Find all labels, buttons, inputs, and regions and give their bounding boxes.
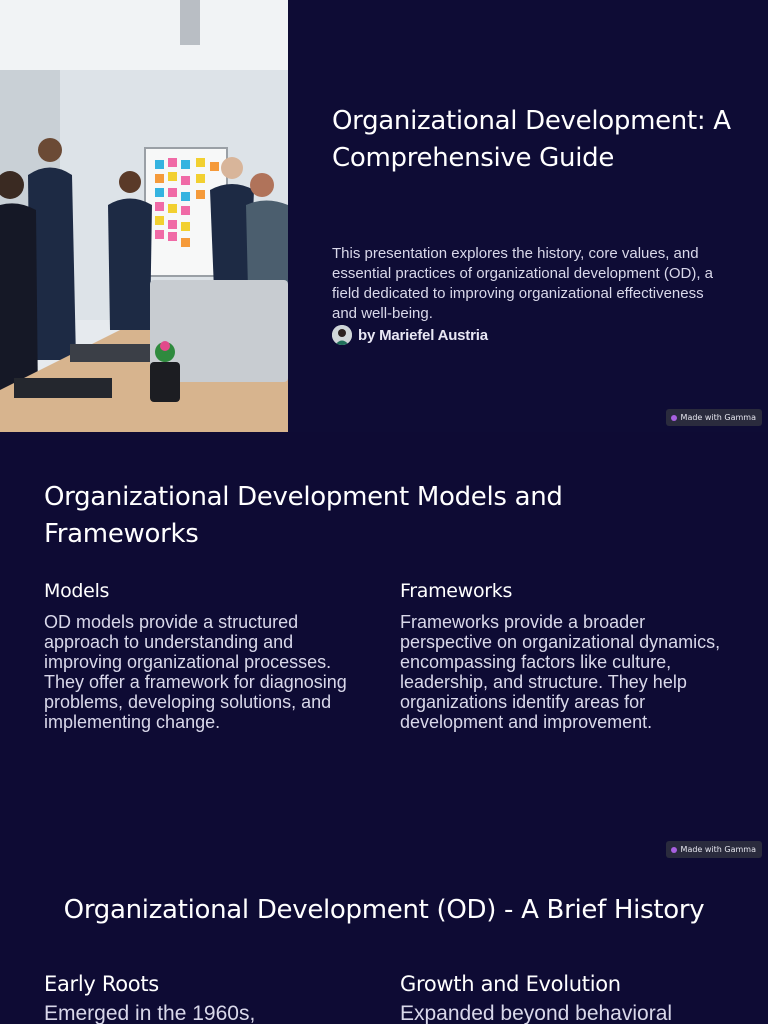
column-body: Emerged in the 1960s,	[44, 1002, 256, 1024]
badge-label: Made with Gamma	[680, 845, 756, 854]
column-heading: Growth and Evolution	[400, 972, 621, 996]
made-with-gamma-badge[interactable]	[666, 841, 762, 858]
column-heading: Models	[44, 580, 110, 602]
made-with-gamma-badge[interactable]	[666, 409, 762, 426]
team-meeting-photo	[0, 0, 288, 432]
early-roots-column	[44, 972, 374, 1024]
growth-evolution-column	[400, 972, 730, 1024]
history-slide	[0, 864, 768, 1024]
column-body: Expanded beyond behavioral	[400, 1002, 673, 1024]
column-body: Frameworks provide a broader perspective on organizational dynamics, encompassing factors like culture, leadership, and structure. They help organizations identify areas for development and improvement.	[400, 612, 721, 732]
gamma-logo-icon	[671, 415, 677, 421]
author-avatar	[332, 325, 352, 345]
presentation-title: Organizational Development: A Comprehensive Guide	[332, 106, 731, 173]
slide-title: Organizational Development Models and Frameworks	[44, 482, 563, 549]
column-heading: Frameworks	[400, 580, 513, 602]
badge-label: Made with Gamma	[680, 413, 756, 422]
models-column	[44, 580, 374, 732]
presentation-description: This presentation explores the history, core values, and essential practices of organizational development (OD), a field dedicated to improving organizational effectiveness and well-being.	[332, 245, 714, 322]
author-byline	[332, 325, 488, 345]
frameworks-column	[400, 580, 730, 732]
models-frameworks-slide	[0, 432, 768, 864]
title-slide	[0, 0, 768, 432]
slide-title: Organizational Development (OD) - A Brief History	[63, 895, 705, 925]
column-body: OD models provide a structured approach to understanding and improving organizational processes. They offer a framework for diagnosing problems, developing solutions, and implementing change.	[44, 612, 347, 732]
column-heading: Early Roots	[44, 972, 159, 996]
author-name: by Mariefel Austria	[358, 326, 488, 344]
gamma-logo-icon	[671, 847, 677, 853]
